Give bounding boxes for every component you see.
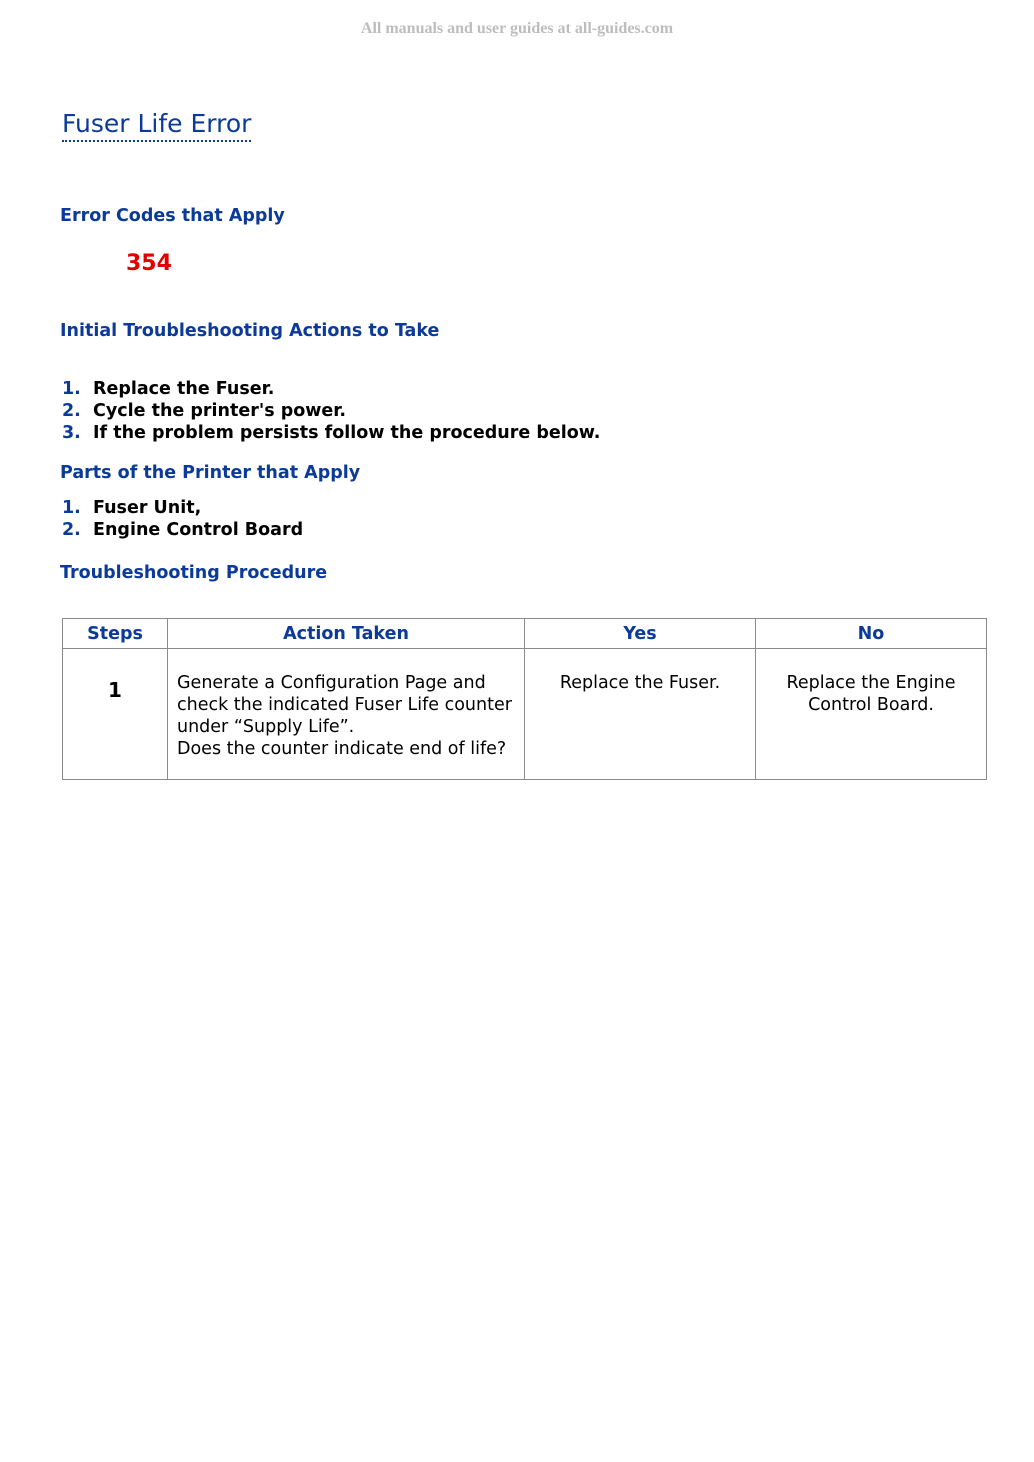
list-item-text: Cycle the printer's power.	[93, 401, 347, 421]
watermark: All manuals and user guides at all-guides.com	[360, 20, 674, 37]
procedure-table	[62, 618, 987, 780]
list-item	[62, 422, 600, 444]
error-codes-heading: Error Codes that Apply	[60, 206, 285, 226]
list-item-number: 1.	[62, 379, 81, 399]
table-header-row	[63, 619, 987, 649]
list-item-number: 3.	[62, 423, 81, 443]
step-number: 1	[108, 678, 122, 702]
list-item-number: 1.	[62, 498, 81, 518]
list-item-text: Engine Control Board	[93, 520, 304, 540]
column-header-steps: Steps	[63, 619, 168, 649]
list-item	[62, 378, 600, 400]
page-title: Fuser Life Error	[62, 108, 251, 142]
list-item-number: 2.	[62, 401, 81, 421]
list-item-text: Replace the Fuser.	[93, 379, 275, 399]
list-item-number: 2.	[62, 520, 81, 540]
yes-text: Replace the Fuser.	[559, 673, 721, 693]
initial-actions-list	[62, 378, 600, 444]
column-header-yes: Yes	[525, 619, 756, 649]
step-cell	[63, 649, 168, 780]
table-row	[63, 649, 987, 780]
column-header-action: Action Taken	[168, 619, 525, 649]
column-header-no: No	[756, 619, 987, 649]
no-text: Replace the Engine Control Board.	[786, 673, 956, 715]
parts-list	[62, 497, 303, 541]
list-item	[62, 400, 600, 422]
action-cell	[168, 649, 525, 780]
no-cell	[756, 649, 987, 780]
procedure-heading: Troubleshooting Procedure	[60, 563, 328, 583]
yes-cell	[525, 649, 756, 780]
list-item-text: Fuser Unit,	[93, 498, 202, 518]
list-item	[62, 497, 303, 519]
list-item-text: If the problem persists follow the procedure below.	[93, 423, 601, 443]
list-item	[62, 519, 303, 541]
initial-actions-heading: Initial Troubleshooting Actions to Take	[60, 321, 440, 341]
action-question: Does the counter indicate end of life?	[177, 739, 507, 759]
error-code: 354	[126, 251, 172, 276]
parts-heading: Parts of the Printer that Apply	[60, 463, 361, 483]
action-text: Generate a Configuration Page and check the indicated Fuser Life counter under “Supply Life”.	[177, 673, 512, 737]
